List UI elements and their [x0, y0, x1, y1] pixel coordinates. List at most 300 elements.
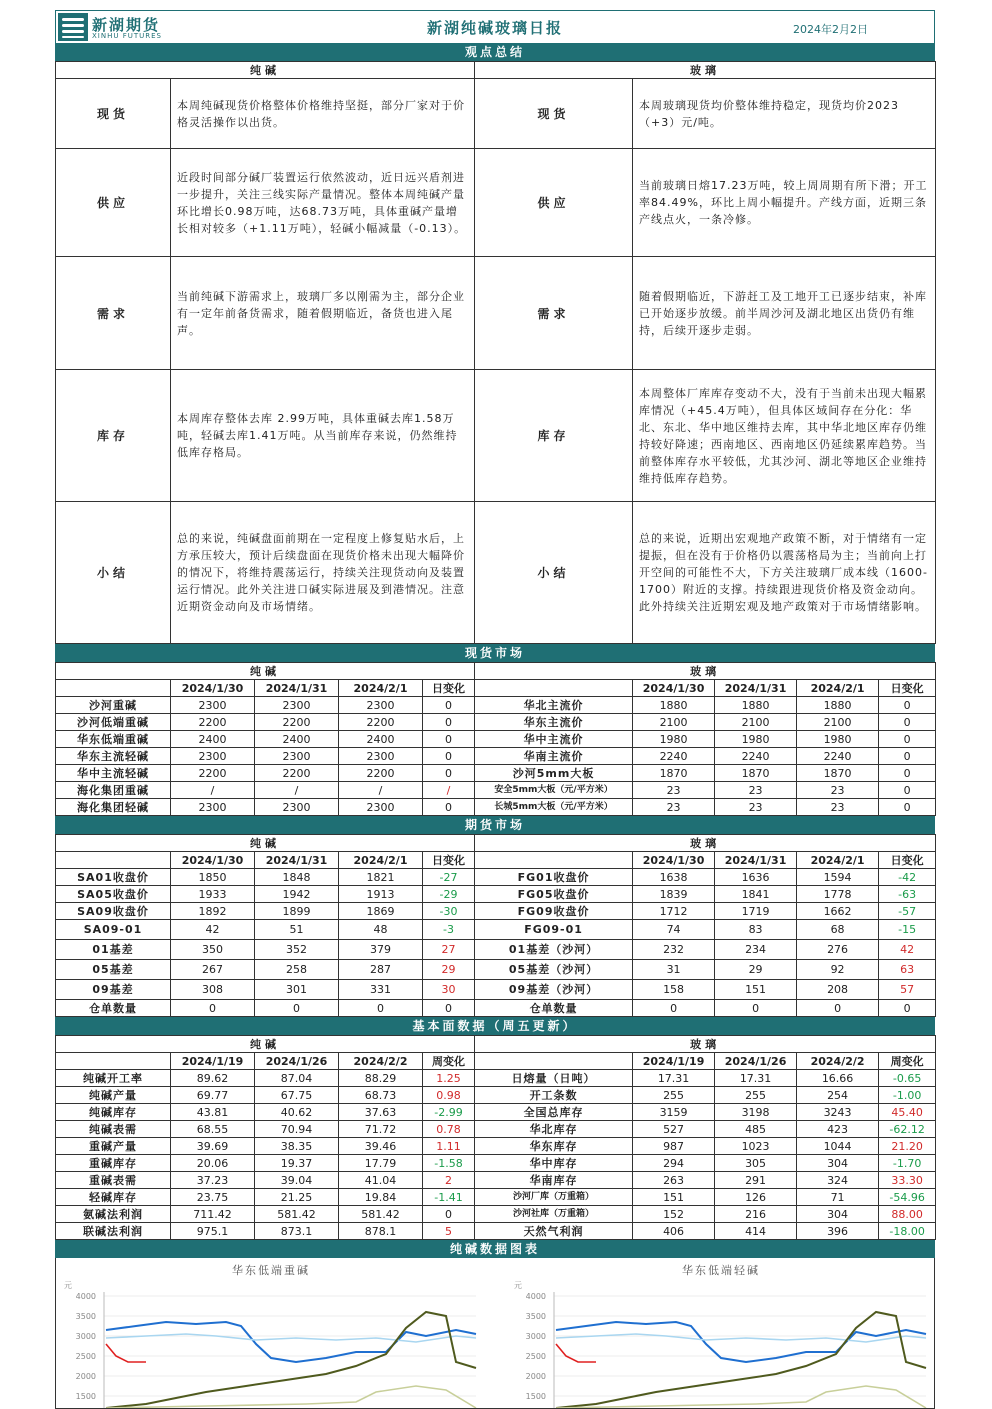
chart-left-svg — [56, 1258, 486, 1408]
value-cell: 304 — [797, 1155, 879, 1172]
row-label: 海化集团轻碱 — [56, 799, 171, 816]
y-tick-label: 3500 — [525, 1312, 546, 1321]
view-right-text: 本周玻璃现货均价整体维持稳定，现货均价2023（+3）元/吨。 — [633, 79, 936, 149]
y-tick-label: 2500 — [75, 1352, 96, 1361]
table-row — [56, 980, 936, 1000]
value-cell: 1841 — [715, 886, 797, 903]
chart-series-line — [106, 1386, 476, 1408]
row-label: 华中主流轻碱 — [56, 765, 171, 782]
view-left-text: 当前纯碱下游需求上，玻璃厂多以刚需为主，部分企业有一定年前备货需求，随着假期临近，备货也进入尾声。 — [171, 257, 475, 370]
row-label: SA09收盘价 — [56, 903, 171, 920]
table-row — [56, 960, 936, 980]
value-cell: 304 — [797, 1206, 879, 1223]
spot-left-title: 纯碱 — [56, 663, 475, 680]
table-row — [56, 1087, 936, 1104]
value-cell: 2200 — [171, 714, 255, 731]
logo-name: 新湖期货 — [92, 16, 161, 34]
col-header: 2024/1/31 — [715, 680, 797, 697]
value-cell: 71.72 — [339, 1121, 423, 1138]
y-tick-label: 4000 — [75, 1292, 96, 1301]
value-cell: 234 — [715, 940, 797, 960]
value-cell: 2240 — [715, 748, 797, 765]
value-cell: 1933 — [171, 886, 255, 903]
row-label: 华东主流价 — [475, 714, 633, 731]
value-cell: 19.37 — [255, 1155, 339, 1172]
col-header: 2024/1/30 — [171, 680, 255, 697]
value-cell: 37.63 — [339, 1104, 423, 1121]
col-header: 2024/1/30 — [633, 852, 715, 869]
value-cell: 0 — [715, 1000, 797, 1017]
value-cell: 1870 — [715, 765, 797, 782]
value-cell: 43.81 — [171, 1104, 255, 1121]
change-cell: 0 — [879, 1000, 936, 1017]
value-cell: 16.66 — [797, 1070, 879, 1087]
col-header: 周变化 — [423, 1053, 475, 1070]
change-cell: 0 — [423, 799, 475, 816]
row-label: 华中主流价 — [475, 731, 633, 748]
row-label: 华东主流轻碱 — [56, 748, 171, 765]
value-cell: 68.55 — [171, 1121, 255, 1138]
value-cell: 2300 — [255, 697, 339, 714]
view-right-text: 本周整体厂库库存变动不大，没有于当前未出现大幅累库情况（+45.4万吨），但具体区域间存在分化：华北、东北、华中地区维持去库，其中华北地区库存仍维持较好降速；西南地区、西南地区仍延续累库趋势。当前整体库存水平较低，尤其沙河、湖北等地区企业维持维持低库存趋势。 — [633, 370, 936, 502]
change-cell: 63 — [879, 960, 936, 980]
row-label: 华北主流价 — [475, 697, 633, 714]
row-label: 长城5mm大板（元/平方米） — [475, 799, 633, 816]
row-label: 海化集团重碱 — [56, 782, 171, 799]
value-cell: 987 — [633, 1138, 715, 1155]
value-cell: 158 — [633, 980, 715, 1000]
value-cell: / — [255, 782, 339, 799]
value-cell: 74 — [633, 920, 715, 940]
value-cell: 31 — [633, 960, 715, 980]
value-cell: 255 — [715, 1087, 797, 1104]
col-header: 2024/2/1 — [339, 852, 423, 869]
view-left-text: 本周库存整体去库 2.99万吨，具体重碱去库1.58万吨，轻碱去库1.41万吨。从当前库存来说，仍然维持低库存格局。 — [171, 370, 475, 502]
row-label: 仓单数量 — [475, 1000, 633, 1017]
col-header: 日变化 — [879, 680, 936, 697]
value-cell: 2300 — [339, 748, 423, 765]
value-cell: 2300 — [171, 748, 255, 765]
change-cell: -1.58 — [423, 1155, 475, 1172]
change-cell: 27 — [423, 940, 475, 960]
row-label: FG09收盘价 — [475, 903, 633, 920]
futures-left-title: 纯碱 — [56, 835, 475, 852]
value-cell: 1980 — [633, 731, 715, 748]
value-cell: 423 — [797, 1121, 879, 1138]
view-label: 小结 — [56, 502, 171, 644]
value-cell: 294 — [633, 1155, 715, 1172]
row-label: FG01收盘价 — [475, 869, 633, 886]
change-cell: 0 — [423, 1000, 475, 1017]
report-date: 2024年2月2日 — [793, 23, 868, 36]
row-label: 09基差（沙河） — [475, 980, 633, 1000]
table-row — [56, 1070, 936, 1087]
value-cell: 0 — [633, 1000, 715, 1017]
value-cell: 67.75 — [255, 1087, 339, 1104]
value-cell: 1980 — [715, 731, 797, 748]
value-cell: 17.31 — [633, 1070, 715, 1087]
row-label: 09基差 — [56, 980, 171, 1000]
value-cell: 2300 — [255, 799, 339, 816]
value-cell: 39.46 — [339, 1138, 423, 1155]
row-label: 沙河社库（万重箱） — [475, 1206, 633, 1223]
fundamentals-section-title: 基本面数据（周五更新） — [55, 1017, 935, 1035]
futures-right-title: 玻璃 — [475, 835, 936, 852]
value-cell: 267 — [171, 960, 255, 980]
value-cell: 324 — [797, 1172, 879, 1189]
y-tick-label: 2500 — [525, 1352, 546, 1361]
value-cell: 2300 — [171, 799, 255, 816]
change-cell: 0.98 — [423, 1087, 475, 1104]
value-cell: 2200 — [339, 765, 423, 782]
table-row — [56, 903, 936, 920]
table-row — [56, 920, 936, 940]
value-cell: 0 — [339, 1000, 423, 1017]
table-row — [56, 940, 936, 960]
value-cell: 1899 — [255, 903, 339, 920]
chart-left — [56, 1258, 486, 1408]
row-label: 沙河厂库（万重箱） — [475, 1189, 633, 1206]
view-label: 现货 — [475, 79, 633, 149]
y-unit-label: 元 — [514, 1281, 522, 1290]
view-right-text: 总的来说，近期出宏观地产政策不断，对于情绪有一定提振，但在没有于价格仍以震荡格局为主；当前向上打开空间的可能性不大，下方关注玻璃厂成本线（1600-1700）附近的支撑。持续跟进现货价格及资金动向。此外持续关注近期宏观及地产政策对于市场情绪影响。 — [633, 502, 936, 644]
value-cell: 1892 — [171, 903, 255, 920]
row-label: 纯碱开工率 — [56, 1070, 171, 1087]
table-row — [56, 799, 936, 816]
col-header — [56, 852, 171, 869]
value-cell: 878.1 — [339, 1223, 423, 1240]
futures-body — [56, 869, 936, 1017]
change-cell: 0 — [879, 782, 936, 799]
logo-name-en: XINHU FUTURES — [92, 32, 162, 40]
row-label: 华中库存 — [475, 1155, 633, 1172]
value-cell: 258 — [255, 960, 339, 980]
col-header: 2024/1/31 — [255, 852, 339, 869]
value-cell: 23 — [633, 799, 715, 816]
y-tick-label: 2000 — [75, 1372, 96, 1381]
change-cell: 33.30 — [879, 1172, 936, 1189]
value-cell: 2200 — [255, 765, 339, 782]
value-cell: 711.42 — [171, 1206, 255, 1223]
value-cell: 71 — [797, 1189, 879, 1206]
change-cell: 0 — [879, 731, 936, 748]
chart-right-svg — [506, 1258, 935, 1408]
value-cell: 2300 — [255, 748, 339, 765]
col-header: 2024/2/2 — [339, 1053, 423, 1070]
value-cell: 1778 — [797, 886, 879, 903]
row-label: 天然气利润 — [475, 1223, 633, 1240]
row-label: 纯碱产量 — [56, 1087, 171, 1104]
value-cell: / — [339, 782, 423, 799]
col-header: 周变化 — [879, 1053, 936, 1070]
change-cell: -0.65 — [879, 1070, 936, 1087]
value-cell: 216 — [715, 1206, 797, 1223]
value-cell: 2400 — [339, 731, 423, 748]
row-label: 日熔量（日吨） — [475, 1070, 633, 1087]
table-row — [56, 697, 936, 714]
value-cell: / — [171, 782, 255, 799]
views-left-title: 纯碱 — [56, 62, 475, 79]
value-cell: 1869 — [339, 903, 423, 920]
change-cell: -18.00 — [879, 1223, 936, 1240]
row-label: 沙河低端重碱 — [56, 714, 171, 731]
row-label: 重碱库存 — [56, 1155, 171, 1172]
value-cell: 331 — [339, 980, 423, 1000]
value-cell: 3243 — [797, 1104, 879, 1121]
value-cell: 232 — [633, 940, 715, 960]
chart-series-line — [106, 1312, 476, 1408]
value-cell: 20.06 — [171, 1155, 255, 1172]
change-cell: 88.00 — [879, 1206, 936, 1223]
col-header: 2024/1/26 — [255, 1053, 339, 1070]
value-cell: 42 — [171, 920, 255, 940]
futures-section-title: 期货市场 — [55, 816, 935, 834]
value-cell: 581.42 — [255, 1206, 339, 1223]
row-label: 重碱产量 — [56, 1138, 171, 1155]
value-cell: 1942 — [255, 886, 339, 903]
value-cell: 2200 — [255, 714, 339, 731]
value-cell: 152 — [633, 1206, 715, 1223]
value-cell: 1880 — [633, 697, 715, 714]
col-header: 2024/2/1 — [797, 852, 879, 869]
value-cell: 352 — [255, 940, 339, 960]
value-cell: 975.1 — [171, 1223, 255, 1240]
value-cell: 2400 — [171, 731, 255, 748]
view-label: 小结 — [475, 502, 633, 644]
change-cell: 0 — [423, 1206, 475, 1223]
value-cell: 17.31 — [715, 1070, 797, 1087]
value-cell: 1870 — [633, 765, 715, 782]
value-cell: 2100 — [797, 714, 879, 731]
change-cell: 0 — [879, 799, 936, 816]
value-cell: 151 — [715, 980, 797, 1000]
value-cell: 263 — [633, 1172, 715, 1189]
view-label: 库存 — [56, 370, 171, 502]
value-cell: 92 — [797, 960, 879, 980]
view-left-text: 总的来说，纯碱盘面前期在一定程度上修复贴水后，上方承压较大，预计后续盘面在现货价格未出现大幅降价的情况下，将维持震荡运行，持续关注现货动向及装置运行情况。此外关注进口碱实际进展及到港情况。注意近期资金动向及市场情绪。 — [171, 502, 475, 644]
row-label: 沙河5mm大板 — [475, 765, 633, 782]
charts-area — [55, 1258, 935, 1409]
value-cell: 1638 — [633, 869, 715, 886]
value-cell: 23.75 — [171, 1189, 255, 1206]
fundamentals-right-title: 玻璃 — [475, 1036, 936, 1053]
value-cell: 3198 — [715, 1104, 797, 1121]
view-label: 需求 — [475, 257, 633, 370]
col-header: 2024/1/31 — [715, 852, 797, 869]
views-table — [55, 61, 936, 644]
value-cell: 89.62 — [171, 1070, 255, 1087]
table-row — [56, 1000, 936, 1017]
view-label: 现货 — [56, 79, 171, 149]
value-cell: 2400 — [255, 731, 339, 748]
value-cell: 1839 — [633, 886, 715, 903]
value-cell: 23 — [715, 799, 797, 816]
change-cell: -29 — [423, 886, 475, 903]
y-tick-label: 3000 — [525, 1332, 546, 1341]
chart-series-line — [106, 1344, 146, 1362]
chart-right — [506, 1258, 935, 1408]
value-cell: 29 — [715, 960, 797, 980]
value-cell: 69.77 — [171, 1087, 255, 1104]
value-cell: 276 — [797, 940, 879, 960]
y-tick-label: 4000 — [525, 1292, 546, 1301]
table-row — [56, 731, 936, 748]
value-cell: 1594 — [797, 869, 879, 886]
value-cell: 3159 — [633, 1104, 715, 1121]
value-cell: 254 — [797, 1087, 879, 1104]
change-cell: 0 — [879, 748, 936, 765]
value-cell: 0 — [171, 1000, 255, 1017]
value-cell: 1880 — [715, 697, 797, 714]
row-label: 仓单数量 — [56, 1000, 171, 1017]
value-cell: 23 — [797, 782, 879, 799]
spot-body — [56, 697, 936, 816]
col-header: 2024/1/30 — [633, 680, 715, 697]
view-left-text: 本周纯碱现货价格整体价格维持坚挺，部分厂家对于价格灵活操作以出货。 — [171, 79, 475, 149]
value-cell: 1870 — [797, 765, 879, 782]
fundamentals-left-title: 纯碱 — [56, 1036, 475, 1053]
table-row — [56, 886, 936, 903]
change-cell: 1.11 — [423, 1138, 475, 1155]
value-cell: 406 — [633, 1223, 715, 1240]
value-cell: 48 — [339, 920, 423, 940]
row-label: 纯碱库存 — [56, 1104, 171, 1121]
col-header: 2024/1/30 — [171, 852, 255, 869]
value-cell: 23 — [633, 782, 715, 799]
value-cell: 485 — [715, 1121, 797, 1138]
change-cell: 5 — [423, 1223, 475, 1240]
value-cell: 291 — [715, 1172, 797, 1189]
table-row — [56, 1206, 936, 1223]
chart-series-line — [556, 1344, 596, 1362]
col-header — [475, 852, 633, 869]
change-cell: 0 — [879, 714, 936, 731]
view-right-text: 随着假期临近，下游赶工及工地开工已逐步结束，补库已开始逐步放缓。前半周沙河及湖北地区出货仍有维持，后续开逐步走弱。 — [633, 257, 936, 370]
value-cell: 301 — [255, 980, 339, 1000]
value-cell: 37.23 — [171, 1172, 255, 1189]
change-cell: 0 — [423, 748, 475, 765]
value-cell: 68.73 — [339, 1087, 423, 1104]
col-header: 2024/2/1 — [797, 680, 879, 697]
value-cell: 19.84 — [339, 1189, 423, 1206]
value-cell: 1848 — [255, 869, 339, 886]
view-label: 需求 — [56, 257, 171, 370]
value-cell: 1880 — [797, 697, 879, 714]
change-cell: 21.20 — [879, 1138, 936, 1155]
change-cell: 0 — [879, 765, 936, 782]
fundamentals-body — [56, 1070, 936, 1240]
table-row — [56, 1121, 936, 1138]
col-header: 2024/1/19 — [633, 1053, 715, 1070]
col-header: 2024/1/26 — [715, 1053, 797, 1070]
y-unit-label: 元 — [64, 1281, 72, 1290]
chart-left-title: 华东低端重碱 — [232, 1264, 310, 1277]
value-cell: 2100 — [715, 714, 797, 731]
value-cell: 350 — [171, 940, 255, 960]
change-cell: 0 — [423, 697, 475, 714]
row-label: 氨碱法利润 — [56, 1206, 171, 1223]
row-label: 轻碱库存 — [56, 1189, 171, 1206]
value-cell: 2200 — [171, 765, 255, 782]
change-cell: -1.70 — [879, 1155, 936, 1172]
table-row — [56, 748, 936, 765]
spot-right-title: 玻璃 — [475, 663, 936, 680]
change-cell: 30 — [423, 980, 475, 1000]
value-cell: 0 — [255, 1000, 339, 1017]
y-tick-label: 1500 — [75, 1392, 96, 1401]
change-cell: -3 — [423, 920, 475, 940]
table-row — [56, 1155, 936, 1172]
table-row — [56, 1138, 936, 1155]
fundamentals-table — [55, 1035, 936, 1240]
row-label: 纯碱表需 — [56, 1121, 171, 1138]
y-tick-label: 3000 — [75, 1332, 96, 1341]
value-cell: 2240 — [633, 748, 715, 765]
value-cell: 2240 — [797, 748, 879, 765]
value-cell: 126 — [715, 1189, 797, 1206]
col-header: 日变化 — [879, 852, 936, 869]
spot-table — [55, 662, 936, 816]
col-header — [56, 1053, 171, 1070]
col-header: 日变化 — [423, 680, 475, 697]
table-row — [56, 1104, 936, 1121]
value-cell: 151 — [633, 1189, 715, 1206]
value-cell: 1023 — [715, 1138, 797, 1155]
row-label: 华北库存 — [475, 1121, 633, 1138]
value-cell: 83 — [715, 920, 797, 940]
row-label: FG05收盘价 — [475, 886, 633, 903]
row-label: 重碱表需 — [56, 1172, 171, 1189]
value-cell: 1719 — [715, 903, 797, 920]
value-cell: 1850 — [171, 869, 255, 886]
value-cell: 1980 — [797, 731, 879, 748]
change-cell: 1.25 — [423, 1070, 475, 1087]
report-page — [55, 10, 935, 1409]
value-cell: 40.62 — [255, 1104, 339, 1121]
table-row — [56, 1172, 936, 1189]
value-cell: 39.69 — [171, 1138, 255, 1155]
change-cell: 45.40 — [879, 1104, 936, 1121]
value-cell: 308 — [171, 980, 255, 1000]
col-header: 2024/2/2 — [797, 1053, 879, 1070]
value-cell: 1044 — [797, 1138, 879, 1155]
row-label: SA09-01 — [56, 920, 171, 940]
view-label: 供应 — [56, 149, 171, 257]
views-section-title: 观点总结 — [55, 43, 935, 61]
view-label: 供应 — [475, 149, 633, 257]
change-cell: 2 — [423, 1172, 475, 1189]
chart-series-line — [556, 1312, 926, 1408]
change-cell: 0 — [879, 697, 936, 714]
value-cell: 41.04 — [339, 1172, 423, 1189]
table-row — [56, 765, 936, 782]
change-cell: -2.99 — [423, 1104, 475, 1121]
row-label: 全国总库存 — [475, 1104, 633, 1121]
spot-section-title: 现货市场 — [55, 644, 935, 662]
table-row — [56, 1223, 936, 1240]
row-label: SA05收盘价 — [56, 886, 171, 903]
value-cell: 396 — [797, 1223, 879, 1240]
value-cell: 2100 — [633, 714, 715, 731]
value-cell: 2300 — [339, 799, 423, 816]
value-cell: 70.94 — [255, 1121, 339, 1138]
row-label: 华南主流价 — [475, 748, 633, 765]
value-cell: 1821 — [339, 869, 423, 886]
change-cell: 0 — [423, 714, 475, 731]
change-cell: -1.00 — [879, 1087, 936, 1104]
row-label: 联碱法利润 — [56, 1223, 171, 1240]
col-header — [475, 1053, 633, 1070]
